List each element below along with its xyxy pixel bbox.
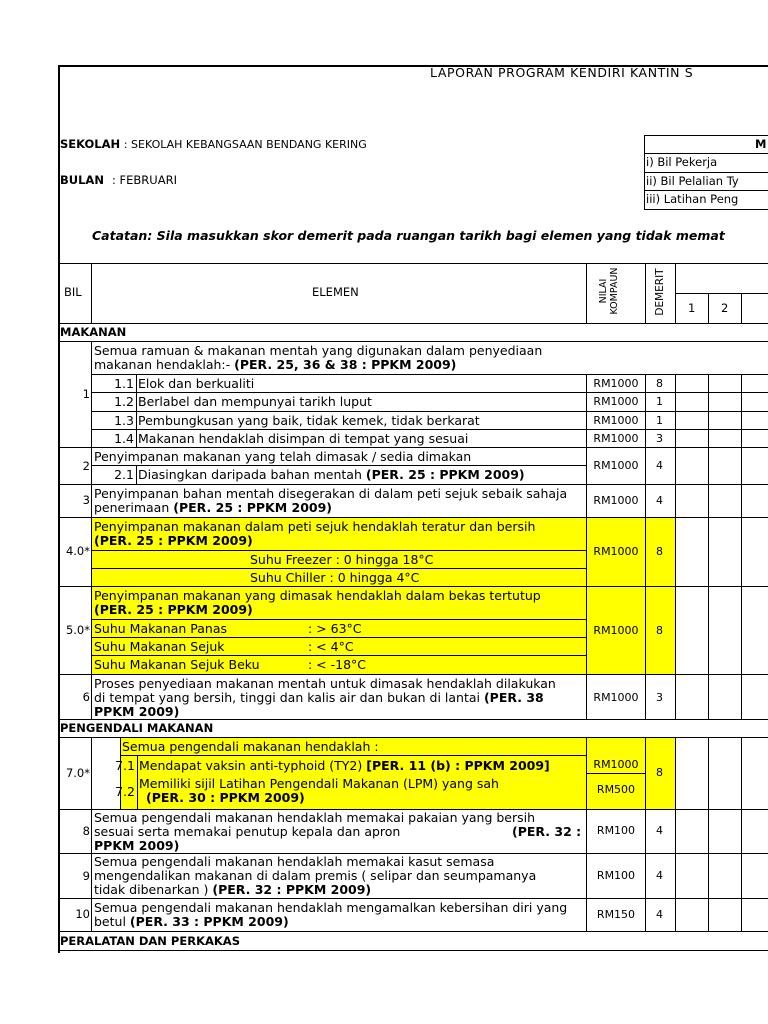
row-7-demerit: 8: [656, 766, 663, 779]
header-bil: BIL: [64, 285, 82, 299]
row-5-temp-value: : < 4°C: [308, 639, 354, 654]
row-10-ref: (PER. 33 : PPKM 2009): [129, 914, 289, 929]
row-2-line1: Penyimpanan makanan yang telah dimasak / sedia dimakan: [94, 449, 472, 464]
sub-1-1-text: Elok dan berkualiti: [138, 376, 255, 391]
row-9-line1: Semua pengendali makanan hendaklah memakai kasut semasa: [94, 854, 495, 869]
bulan-value: : FEBRUARI: [112, 173, 177, 187]
row-5-temp-value: : > 63°C: [308, 621, 362, 636]
row-8-ref: (PER. 32 :: [512, 824, 582, 839]
grid-v: [136, 465, 137, 485]
row-1-ref: (PER. 25, 36 & 38 : PPKM 2009): [234, 357, 457, 372]
row-4-line1: Penyimpanan makanan dalam peti sejuk hendaklah teratur dan bersih: [94, 519, 536, 534]
sub-1-4-no: 1.4: [114, 431, 134, 446]
grid-h: [92, 392, 768, 393]
row-9-line2: mengendalikan makanan di dalam premis ( selipar dan seumpamanya: [94, 868, 537, 883]
grid-h: [58, 484, 768, 485]
row-3-ref: (PER. 25 : PPKM 2009): [173, 500, 333, 515]
grid-v: [741, 293, 742, 324]
header-nilai-line1: NILAI: [598, 278, 609, 304]
row-1-line1: Semua ramuan & makanan mentah yang digunakan dalam penyediaan: [94, 343, 543, 358]
grid-v: [137, 755, 138, 810]
grid-h: [92, 655, 586, 656]
sekolah-value: : SEKOLAH KEBANGSAAN BENDANG KERING: [123, 138, 367, 151]
grid-h: [58, 719, 768, 720]
grid-h: [58, 931, 768, 932]
sub-1-1-demerit: 8: [656, 377, 663, 390]
row-6-line3: PPKM 2009): [94, 704, 180, 719]
page-border-left: [58, 65, 60, 953]
row-8-line1: Semua pengendali makanan hendaklah memakai pakaian yang bersih: [94, 810, 536, 825]
grid-h: [58, 586, 768, 587]
sub-1-3-kompaun: RM1000: [593, 414, 639, 427]
row-5-ref: (PER. 25 : PPKM 2009): [94, 602, 253, 617]
row-3-kompaun: RM1000: [593, 494, 639, 507]
sub-7-1-ref: [PER. 11 (b) : PPKM 2009]: [366, 758, 550, 773]
row-6-bil: 6: [82, 690, 90, 704]
row-4-chiller: Suhu Chiller : 0 hingga 4°C: [250, 570, 420, 585]
row-5-temp-value: : < -18°C: [308, 657, 367, 672]
row-4-kompaun: RM1000: [593, 545, 639, 558]
grid-h: [58, 898, 768, 899]
sub-1-2-text: Berlabel dan mempunyai tarikh luput: [138, 394, 372, 409]
grid-h: [92, 550, 586, 551]
row-2-kompaun: RM1000: [593, 459, 639, 472]
grid-h: [92, 619, 586, 620]
row-5-kompaun: RM1000: [593, 624, 639, 637]
row-3-line1: Penyimpanan bahan mentah disegerakan di dalam peti sejuk sebaik sahaja: [94, 486, 568, 501]
row-4-ref: (PER. 25 : PPKM 2009): [94, 533, 253, 548]
catatan-note: Catatan: Sila masukkan skor demerit pada ruangan tarikh bagi elemen yang tidak memat: [92, 228, 725, 243]
grid-v: [91, 263, 92, 324]
grid-v: [120, 737, 121, 810]
grid-v: [675, 374, 676, 720]
grid-v: [91, 737, 92, 932]
row-6-demerit: 3: [656, 691, 663, 704]
row-4-bil: 4.0*: [65, 544, 90, 558]
sub-1-3-demerit: 1: [656, 414, 663, 427]
row-4-freezer: Suhu Freezer : 0 hingga 18°C: [250, 552, 434, 567]
grid-h: [58, 323, 768, 324]
grid-v: [645, 374, 646, 720]
row-6-line1: Proses penyediaan makanan mentah untuk dimasak hendaklah dilakukan: [94, 676, 556, 691]
grid-v: [645, 737, 646, 932]
sub-1-2-no: 1.2: [114, 394, 134, 409]
row-6-kompaun: RM1000: [593, 691, 639, 704]
sub-7-1-kompaun: RM1000: [593, 758, 639, 771]
sub-2-1-label: Diasingkan daripada bahan mentah: [138, 467, 366, 482]
row-9-line3: [94, 883, 371, 897]
sub-1-3-no: 1.3: [114, 413, 134, 428]
sub-1-2-demerit: 1: [656, 395, 663, 408]
sub-2-1-no: 2.1: [114, 467, 134, 482]
info-box-item: ii) Bil Pelalian Ty: [646, 174, 739, 188]
row-8-line2: sesuai serta memakai penutup kepala dan apron: [94, 824, 401, 839]
grid-h: [92, 374, 768, 375]
sekolah-label: [60, 138, 367, 151]
sub-1-4-kompaun: RM1000: [593, 432, 639, 445]
row-3-bil: 3: [82, 493, 90, 507]
row-10-line1: Semua pengendali makanan hendaklah mengamalkan kebersihan diri yang: [94, 900, 568, 915]
grid-h: [675, 293, 768, 294]
grid-v: [741, 374, 742, 720]
grid-h: [58, 517, 768, 518]
row-9-kompaun: RM100: [596, 869, 636, 882]
row-5-bil: 5.0*: [65, 623, 90, 637]
grid-v: [586, 263, 587, 324]
grid-h: [58, 950, 768, 951]
sub-1-4-demerit: 3: [656, 432, 663, 445]
grid-h: [58, 737, 768, 738]
row-5-line1: Penyimpanan makanan yang dimasak hendaklah dalam bekas tertutup: [94, 588, 541, 603]
info-box-line2: [644, 172, 768, 173]
sub-2-1-ref: (PER. 25 : PPKM 2009): [365, 467, 525, 482]
sub-7-2-ref: (PER. 30 : PPKM 2009): [146, 790, 305, 805]
row-8-demerit: 4: [656, 824, 663, 837]
row-5-temp-label: Suhu Makanan Sejuk Beku: [94, 657, 260, 672]
grid-h: [92, 429, 768, 430]
grid-h: [58, 341, 768, 342]
info-box-line1: [644, 153, 768, 154]
row-10-demerit: 4: [656, 908, 663, 921]
row-9-ref: (PER. 32 : PPKM 2009): [212, 882, 372, 897]
sub-1-3-text: Pembungkusan yang baik, tidak kemek, tidak berkarat: [138, 413, 480, 428]
row-4-demerit: 8: [656, 545, 663, 558]
row-6-ref: (PER. 38: [483, 690, 544, 705]
row-10-line2-text: betul: [94, 914, 130, 929]
row-2-bil: 2: [82, 459, 90, 473]
section-pengendali: PENGENDALI MAKANAN: [60, 721, 214, 735]
grid-h: [92, 568, 586, 569]
row-9-bil: 9: [82, 869, 90, 883]
grid-v: [91, 341, 92, 720]
grid-v: [741, 737, 742, 932]
row-3-line2: [94, 501, 332, 515]
grid-v: [675, 263, 676, 324]
row-8-kompaun: RM100: [596, 824, 636, 837]
grid-v: [708, 374, 709, 720]
sub-7-2-no: 7.2: [115, 784, 135, 799]
info-box-item: i) Bil Pekerja: [646, 155, 718, 169]
row-2-demerit: 4: [656, 459, 663, 472]
sub-1-4-text: Makanan hendaklah disimpan di tempat yang sesuai: [138, 431, 469, 446]
section-makanan: MAKANAN: [60, 325, 127, 339]
header-nilai-line2: KOMPAUN: [609, 267, 620, 315]
row-8-line3: PPKM 2009): [94, 838, 180, 853]
sub-1-1-no: 1.1: [114, 376, 134, 391]
info-box-item: iii) Latihan Peng: [646, 192, 739, 206]
info-box-top: [644, 135, 768, 136]
grid-h: [587, 773, 645, 774]
grid-h: [92, 465, 586, 466]
row-6-line2-text: di tempat yang bersih, tinggi dan kalis air dan bukan di lantai: [94, 690, 484, 705]
report-title: LAPORAN PROGRAM KENDIRI KANTIN S: [430, 65, 694, 80]
row-1-bil: 1: [82, 387, 90, 401]
row-3-line2-text: penerimaan: [94, 500, 174, 515]
grid-h: [58, 447, 768, 448]
row-6-line2: [94, 691, 544, 705]
sub-7-1-text: [139, 759, 550, 773]
grid-h: [92, 637, 586, 638]
row-3-demerit: 4: [656, 494, 663, 507]
row-1-line2-text: makanan hendaklah:-: [94, 357, 235, 372]
row-5-temp-label: Suhu Makanan Panas: [94, 621, 228, 636]
info-box-header: M: [755, 137, 767, 151]
sub-7-1-label: Mendapat vaksin anti-typhoid (TY2): [139, 758, 367, 773]
header-demerit: DEMERIT: [654, 268, 666, 316]
row-10-kompaun: RM150: [596, 908, 636, 921]
info-box-left: [644, 135, 645, 210]
grid-v: [645, 263, 646, 324]
sub-1-1-kompaun: RM1000: [593, 377, 639, 390]
row-5-temp-label: Suhu Makanan Sejuk: [94, 639, 225, 654]
header-day-2: 2: [721, 301, 729, 315]
header-elemen: ELEMEN: [312, 285, 359, 299]
row-7-bil: 7.0*: [65, 766, 90, 780]
row-9-line3-text: tidak dibenarkan ): [94, 882, 213, 897]
grid-v: [708, 737, 709, 932]
row-7-line1: Semua pengendali makanan hendaklah :: [122, 739, 379, 754]
grid-v: [675, 737, 676, 932]
header-day-1: 1: [688, 301, 696, 315]
sub-1-2-kompaun: RM1000: [593, 395, 639, 408]
grid-h: [92, 411, 768, 412]
grid-h: [120, 755, 586, 756]
bulan-label: BULAN: [60, 173, 104, 187]
row-10-bil: 10: [75, 907, 90, 921]
sub-7-2-text: Memiliki sijil Latihan Pengendali Makanan (LPM) yang sah: [139, 776, 499, 791]
row-10-line2: [94, 915, 289, 929]
row-1-line2: [94, 358, 456, 372]
grid-h: [58, 674, 768, 675]
grid-v: [708, 293, 709, 324]
sub-2-1-text: [138, 468, 525, 482]
sekolah-label-text: SEKOLAH: [60, 137, 121, 151]
grid-v: [136, 374, 137, 448]
info-box-line3: [644, 190, 768, 191]
sub-7-2-kompaun: RM500: [596, 783, 636, 796]
row-9-demerit: 4: [656, 869, 663, 882]
sub-7-1-no: 7.1: [115, 758, 135, 773]
section-peralatan: PERALATAN DAN PERKAKAS: [60, 934, 240, 948]
info-box-bottom: [644, 209, 768, 210]
header-nilai-kompaun: [598, 262, 620, 320]
row-5-demerit: 8: [656, 624, 663, 637]
row-8-bil: 8: [82, 824, 90, 838]
